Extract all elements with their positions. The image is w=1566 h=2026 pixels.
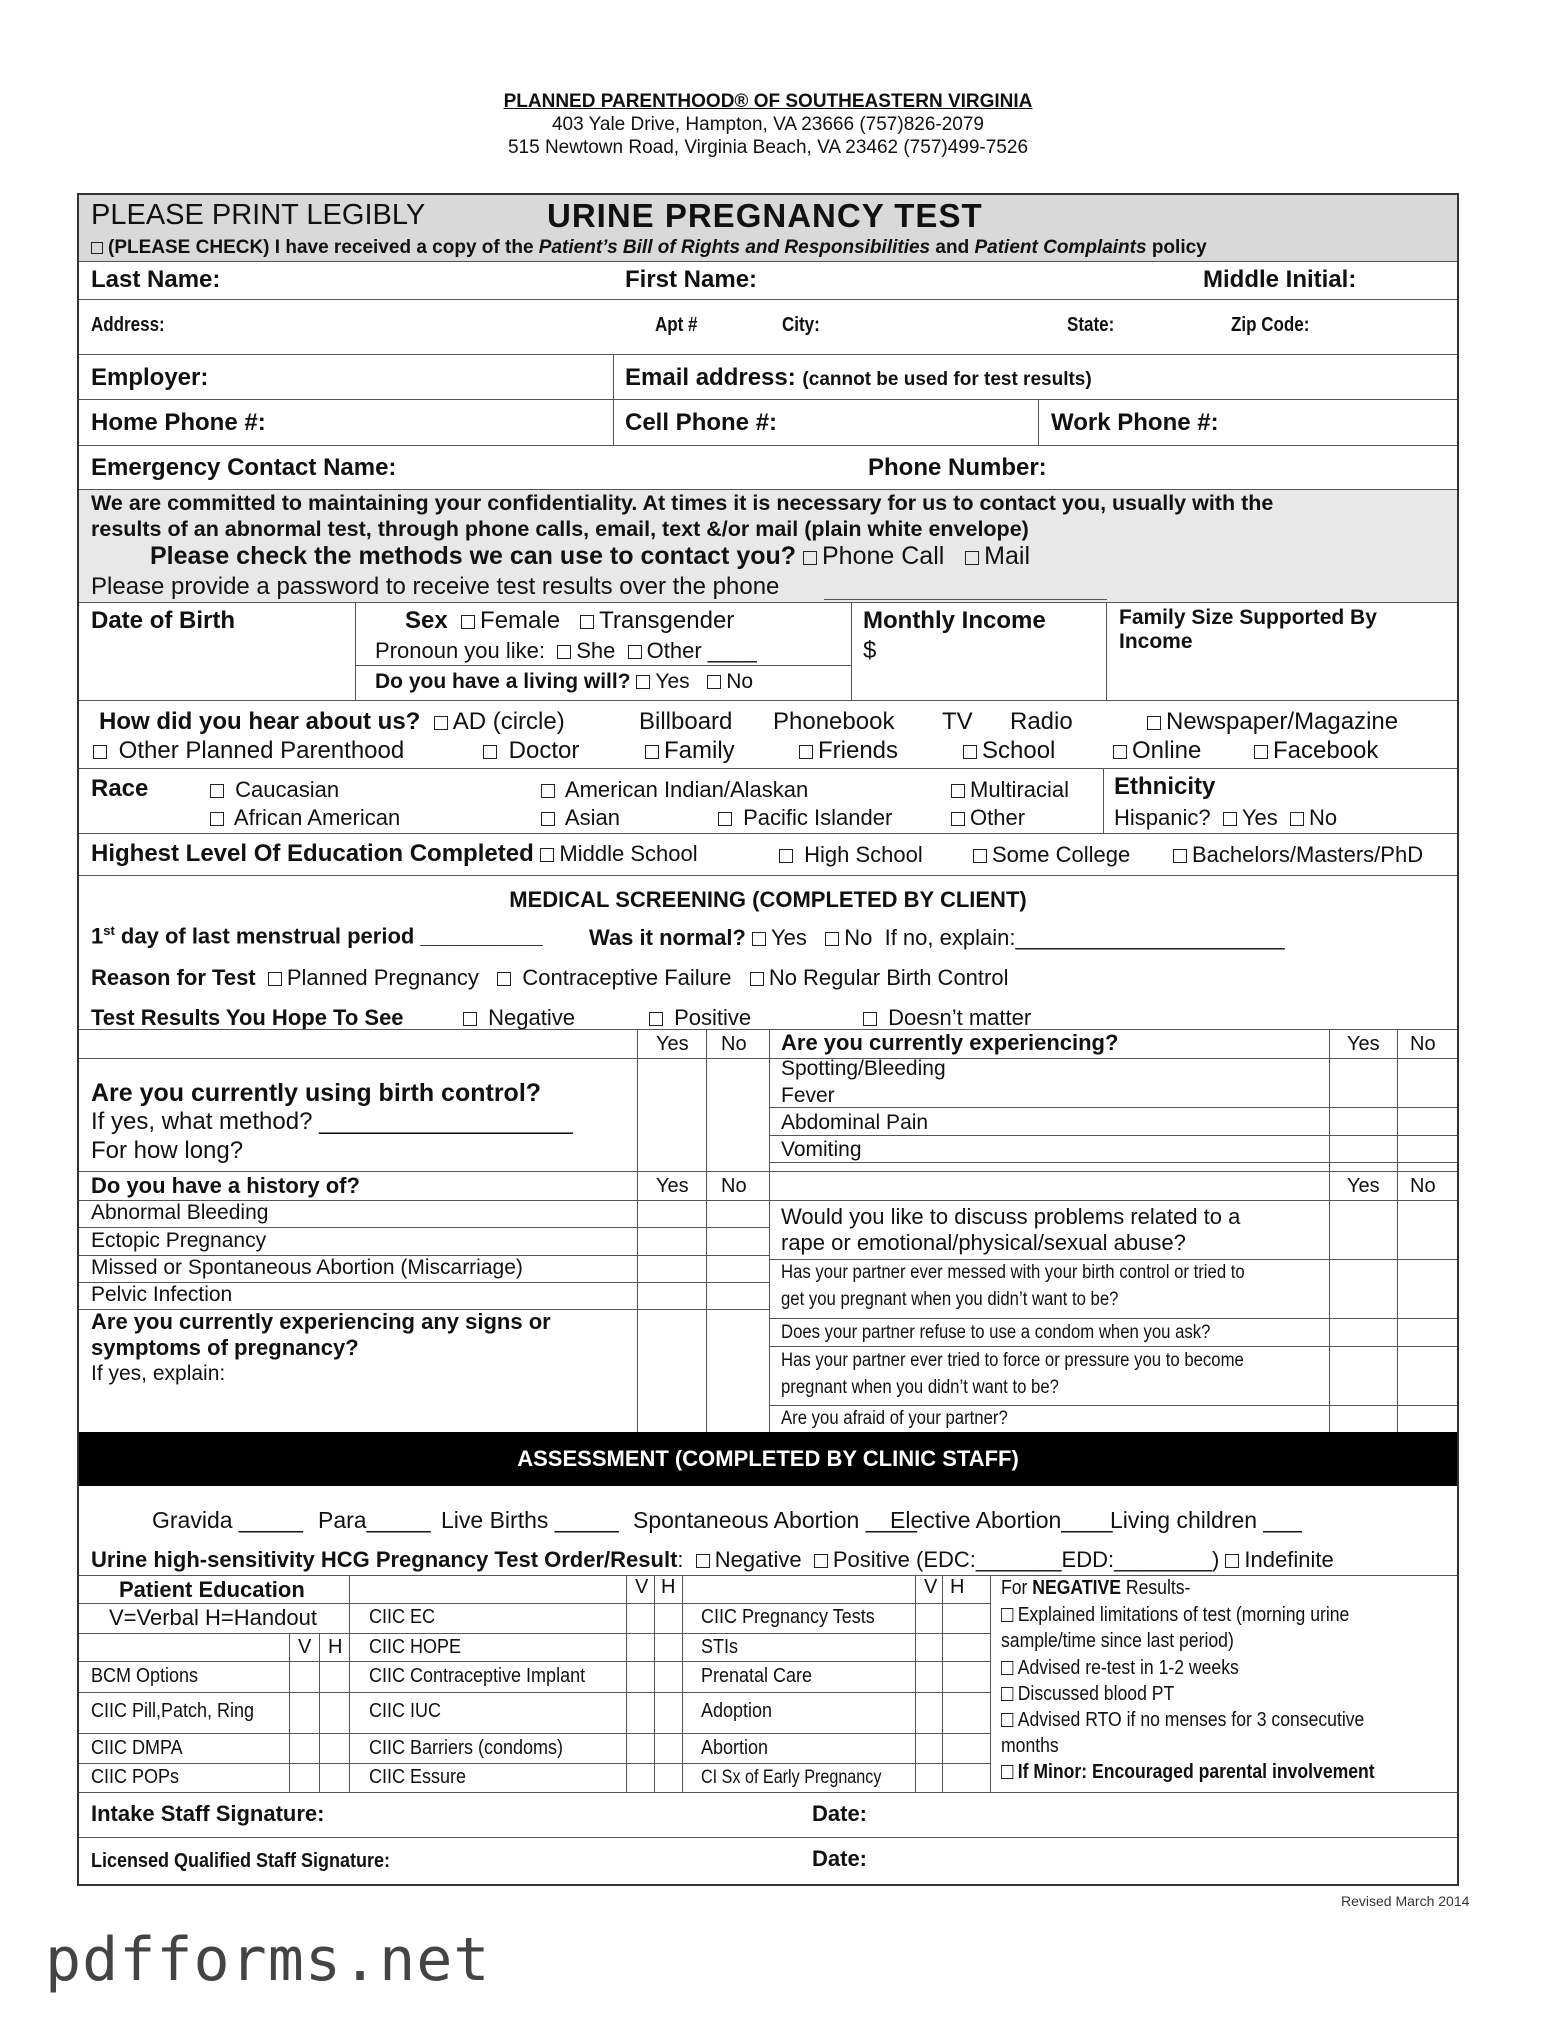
phonebook-option[interactable]: Phonebook xyxy=(773,708,895,735)
hispanic-no-checkbox[interactable] xyxy=(1290,812,1304,826)
normal-no-checkbox[interactable] xyxy=(825,932,839,946)
checkbox-icon xyxy=(799,745,813,759)
email-label[interactable]: Email address: (cannot be used for test results) xyxy=(625,364,1092,391)
grid-line xyxy=(79,1692,990,1693)
licensed-signature-label[interactable]: Licensed Qualified Staff Signature: xyxy=(91,1850,391,1872)
form-title: URINE PREGNANCY TEST xyxy=(547,197,983,234)
emergency-phone-label[interactable]: Phone Number: xyxy=(868,454,1047,481)
patient-education-title: Patient Education xyxy=(119,1577,305,1602)
divider xyxy=(1103,769,1104,834)
edu-abortion: Abortion xyxy=(701,1737,769,1759)
grid-line xyxy=(79,1661,990,1662)
live-births-field[interactable]: Live Births _____ xyxy=(441,1507,619,1533)
address-hampton: 403 Yale Drive, Hampton, VA 23666 (757)826-2079 xyxy=(551,114,984,135)
history-label: Do you have a history of? xyxy=(91,1173,360,1198)
intake-date-label[interactable]: Date: xyxy=(812,1801,868,1826)
edu-early-pregnancy: CI Sx of Early Pregnancy xyxy=(701,1767,882,1788)
american-indian-option[interactable]: American Indian/Alaskan xyxy=(541,777,808,803)
history-miscarriage: Missed or Spontaneous Abortion (Miscarriage) xyxy=(91,1256,523,1279)
normal-field: Was it normal? Yes No If no, explain:______________________ xyxy=(589,925,1285,950)
checkbox-icon xyxy=(483,745,497,759)
checkbox-icon xyxy=(951,784,965,798)
password-prompt: Please provide a password to receive test results over the phone xyxy=(91,573,780,600)
hope-negative-option[interactable]: Negative xyxy=(463,1005,575,1031)
neg-explained-limitations[interactable]: Explained limitations of test (morning urine xyxy=(1001,1604,1349,1627)
hcg-positive-checkbox[interactable] xyxy=(814,1554,828,1568)
friends-option[interactable]: Friends xyxy=(799,737,898,765)
checkbox-icon xyxy=(1113,745,1127,759)
grid-line xyxy=(706,1029,707,1432)
checkbox-icon xyxy=(963,745,977,759)
checkbox-icon xyxy=(973,849,987,863)
education-field: Highest Level Of Education Completed Middle School xyxy=(91,840,698,867)
header-v-2: V xyxy=(924,1576,938,1598)
grid-line xyxy=(769,1259,1457,1260)
hope-doesnt-matter-option[interactable]: Doesn’t matter xyxy=(863,1005,1031,1031)
edu-ec: CIIC EC xyxy=(369,1606,436,1628)
grid-line xyxy=(79,1603,990,1604)
hcg-negative-checkbox[interactable] xyxy=(696,1554,710,1568)
symptom-spotting: Spotting/Bleeding xyxy=(781,1057,946,1080)
online-option[interactable]: Online xyxy=(1113,737,1201,765)
transgender-checkbox[interactable] xyxy=(580,615,594,629)
confidentiality-line2: results of an abnormal test, through phone calls, email, text &/or mail (plain white envelope) xyxy=(91,517,1029,541)
living-will-no-checkbox[interactable] xyxy=(707,675,721,689)
middle-school-checkbox[interactable] xyxy=(540,848,554,862)
grid-line xyxy=(79,1171,1457,1172)
doctor-option[interactable]: Doctor xyxy=(483,737,579,765)
checkbox-icon xyxy=(541,784,555,798)
dollar-sign: $ xyxy=(863,637,877,664)
para-field[interactable]: Para_____ xyxy=(318,1507,431,1533)
birth-control-method[interactable]: If yes, what method? ___________________ xyxy=(91,1108,573,1135)
reason-field: Reason for Test Planned Pregnancy Contraceptive Failure No Regular Birth Control xyxy=(91,965,1009,990)
checkbox-icon xyxy=(779,849,793,863)
grid-line xyxy=(1397,1029,1398,1432)
checkbox-icon xyxy=(645,745,659,759)
confidentiality-section xyxy=(79,490,1457,603)
gravida-field[interactable]: Gravida _____ xyxy=(152,1507,303,1533)
family-size-label[interactable]: Family Size Supported By xyxy=(1119,606,1377,629)
edu-implant: CIIC Contraceptive Implant xyxy=(369,1665,586,1687)
grid-line xyxy=(769,1318,1457,1319)
experiencing-label: Are you currently experiencing? xyxy=(781,1030,1119,1055)
assessment-bar xyxy=(79,1432,1457,1486)
checkbox-icon xyxy=(1001,1608,1013,1622)
edu-pregnancy-tests: CIIC Pregnancy Tests xyxy=(701,1606,875,1628)
col-no-2: No xyxy=(1410,1033,1436,1055)
grid-line xyxy=(79,1575,1457,1576)
col-no-3: No xyxy=(721,1175,747,1197)
grid-line xyxy=(637,1029,638,1432)
bachelors-option[interactable]: Bachelors/Masters/PhD xyxy=(1173,842,1423,868)
spontaneous-abortion-field[interactable]: Spontaneous Abortion ____ xyxy=(633,1507,917,1533)
col-no-4: No xyxy=(1410,1175,1436,1197)
living-will-yes-checkbox[interactable] xyxy=(636,675,650,689)
abuse-question-2: rape or emotional/physical/sexual abuse? xyxy=(781,1230,1186,1255)
history-abnormal-bleeding: Abnormal Bleeding xyxy=(91,1201,269,1224)
org-name: PLANNED PARENTHOOD® OF SOUTHEASTERN VIRGINIA xyxy=(503,91,1033,112)
grid-line xyxy=(1329,1029,1330,1432)
checkbox-icon xyxy=(718,812,732,826)
bill-of-rights-check[interactable]: (PLEASE CHECK) I have received a copy of the Patient’s Bill of Rights and Responsibilities and Patient Complaints policy xyxy=(91,237,1207,259)
partner-afraid-question: Are you afraid of your partner? xyxy=(781,1408,1008,1429)
no-bc-checkbox[interactable] xyxy=(750,972,764,986)
grid-line xyxy=(79,1837,1457,1838)
col-yes: Yes xyxy=(656,1033,689,1055)
signs-question-1: Are you currently experiencing any signs or xyxy=(91,1309,551,1334)
pacific-islander-option[interactable]: Pacific Islander xyxy=(718,805,892,831)
grid-line xyxy=(990,1575,991,1792)
elective-abortion-field[interactable]: Elective Abortion____ xyxy=(890,1507,1113,1533)
edu-iuc: CIIC IUC xyxy=(369,1700,441,1722)
home-phone-label[interactable]: Home Phone #: xyxy=(91,409,266,436)
race-row xyxy=(79,769,1457,834)
family-option[interactable]: Family xyxy=(645,737,735,765)
signs-question-2: symptoms of pregnancy? xyxy=(91,1335,359,1360)
symptom-fever: Fever xyxy=(781,1084,835,1107)
grid-line xyxy=(319,1633,320,1792)
newspaper-option[interactable]: Newspaper/Magazine xyxy=(1147,708,1398,736)
birth-control-question: Are you currently using birth control? xyxy=(91,1079,542,1107)
ad-checkbox[interactable] xyxy=(434,716,448,730)
print-legibly: PLEASE PRINT LEGIBLY xyxy=(91,199,426,231)
neg-explained-limitations-2: sample/time since last period) xyxy=(1001,1630,1234,1652)
ethnicity-label: Ethnicity xyxy=(1114,773,1216,800)
grid-line xyxy=(79,1633,990,1634)
letterhead xyxy=(0,90,1536,159)
partner-condom-question: Does your partner refuse to use a condom when you ask? xyxy=(781,1322,1211,1343)
zip-label[interactable]: Zip Code: xyxy=(1231,314,1310,336)
checkbox-icon xyxy=(210,784,224,798)
middle-initial-label[interactable]: Middle Initial: xyxy=(1203,266,1357,293)
hcg-indefinite-checkbox[interactable] xyxy=(1225,1554,1239,1568)
pronoun-field: Pronoun you like: She Other ____ xyxy=(375,638,757,663)
grid-line xyxy=(79,1058,1457,1059)
grid-line xyxy=(769,1162,1457,1163)
address-row xyxy=(79,300,1457,355)
divider xyxy=(355,603,356,701)
address-label[interactable]: Address: xyxy=(91,314,165,336)
negative-results-title: For NEGATIVE Results- xyxy=(1001,1577,1191,1599)
billboard-option[interactable]: Billboard xyxy=(639,708,733,735)
living-children-field[interactable]: Living children ___ xyxy=(1110,1507,1302,1533)
grid-line xyxy=(289,1633,290,1792)
grid-line xyxy=(79,1792,1457,1793)
referral-row xyxy=(79,701,1457,769)
neg-rto[interactable]: Advised RTO if no menses for 3 consecutive xyxy=(1001,1709,1364,1732)
cell-phone-label[interactable]: Cell Phone #: xyxy=(625,409,778,436)
grid-line xyxy=(79,1200,1457,1201)
hispanic-field: Hispanic? Yes No xyxy=(1114,805,1338,830)
grid-line xyxy=(79,1227,769,1228)
signs-explain[interactable]: If yes, explain: xyxy=(91,1362,226,1385)
edu-bcm-options: BCM Options xyxy=(91,1665,199,1687)
grid-line xyxy=(79,1029,1457,1030)
edu-adoption: Adoption xyxy=(701,1700,773,1722)
edu-pops: CIIC POPs xyxy=(91,1766,180,1788)
city-label[interactable]: City: xyxy=(782,314,820,336)
referral-line1: How did you hear about us? AD (circle) xyxy=(99,708,565,735)
neg-minor[interactable]: If Minor: Encouraged parental involvement xyxy=(1001,1761,1375,1784)
checkbox-icon xyxy=(463,1012,477,1026)
divider xyxy=(851,603,852,701)
checkbox-icon xyxy=(1001,1713,1013,1727)
neg-blood-pt[interactable]: Discussed blood PT xyxy=(1001,1683,1174,1706)
grid-line xyxy=(682,1575,683,1792)
normal-yes-checkbox[interactable] xyxy=(752,932,766,946)
first-name-label[interactable]: First Name: xyxy=(625,266,758,293)
licensed-date-label[interactable]: Date: xyxy=(812,1846,868,1871)
facebook-option[interactable]: Facebook xyxy=(1254,737,1378,765)
checkbox-icon xyxy=(1001,1661,1013,1675)
grid-line xyxy=(769,1346,1457,1347)
grid-line xyxy=(654,1575,655,1792)
education-row xyxy=(79,834,1457,876)
watermark: pdfforms.net xyxy=(45,1925,491,1995)
divider xyxy=(355,665,851,666)
apt-label[interactable]: Apt # xyxy=(655,314,698,336)
hispanic-yes-checkbox[interactable] xyxy=(1223,812,1237,826)
edu-prenatal-care: Prenatal Care xyxy=(701,1665,813,1687)
screening-title: MEDICAL SCREENING (COMPLETED BY CLIENT) xyxy=(509,887,1027,912)
dob-label[interactable]: Date of Birth xyxy=(91,607,235,634)
monthly-income-label[interactable]: Monthly Income xyxy=(863,607,1046,634)
symptom-vomiting: Vomiting xyxy=(781,1138,862,1161)
she-checkbox[interactable] xyxy=(557,645,571,659)
family-size-label-2: Income xyxy=(1119,630,1193,653)
intake-signature-label[interactable]: Intake Staff Signature: xyxy=(91,1801,325,1826)
title-bar xyxy=(79,195,1457,262)
birth-control-duration[interactable]: For how long? xyxy=(91,1137,244,1164)
lmp-field[interactable]: 1st day of last menstrual period __________ xyxy=(91,923,543,949)
checkbox-icon xyxy=(91,242,103,254)
checkbox-icon xyxy=(1147,716,1161,730)
other-pronoun-checkbox[interactable] xyxy=(628,645,642,659)
checkbox-icon xyxy=(649,1012,663,1026)
divider xyxy=(1106,603,1107,701)
checkbox-icon xyxy=(541,812,555,826)
edu-dmpa: CIIC DMPA xyxy=(91,1737,183,1759)
edu-essure: CIIC Essure xyxy=(369,1766,467,1788)
partner-bc-question-1: Has your partner ever messed with your birth control or tried to xyxy=(781,1262,1245,1283)
neg-retest[interactable]: Advised re-test in 1-2 weeks xyxy=(1001,1657,1239,1680)
divider xyxy=(1038,400,1039,446)
emergency-row xyxy=(79,446,1457,490)
grid-line xyxy=(769,1029,770,1432)
grid-line xyxy=(769,1135,1457,1136)
header-h: H xyxy=(661,1576,676,1598)
edu-barriers: CIIC Barriers (condoms) xyxy=(369,1737,564,1759)
other-pp-option[interactable]: Other Planned Parenthood xyxy=(93,737,404,765)
education-legend: V=Verbal H=Handout xyxy=(109,1605,317,1630)
grid-line xyxy=(942,1575,943,1792)
symptom-abdominal-pain: Abdominal Pain xyxy=(781,1111,929,1134)
grid-line xyxy=(915,1575,916,1792)
grid-line xyxy=(349,1575,350,1792)
name-row xyxy=(79,262,1457,300)
col-no: No xyxy=(721,1033,747,1055)
employer-row xyxy=(79,355,1457,400)
checkbox-icon xyxy=(863,1012,877,1026)
school-option[interactable]: School xyxy=(963,737,1055,765)
checkbox-icon xyxy=(951,812,965,826)
partner-force-question-2: pregnant when you didn’t want to be? xyxy=(781,1377,1059,1398)
checkbox-icon xyxy=(93,745,107,759)
hcg-field: Urine high-sensitivity HCG Pregnancy Test Order/Result: Negative Positive (EDC:_______EDD:________) Indefinite xyxy=(91,1547,1334,1572)
employer-label[interactable]: Employer: xyxy=(91,364,209,391)
contraceptive-failure-checkbox[interactable] xyxy=(497,972,511,986)
password-line[interactable] xyxy=(824,599,1107,600)
history-pelvic-infection: Pelvic Infection xyxy=(91,1283,233,1306)
edu-pill-patch-ring: CIIC Pill,Patch, Ring xyxy=(91,1700,255,1722)
header-v-3: V xyxy=(298,1636,312,1658)
col-yes-3: Yes xyxy=(656,1175,689,1197)
partner-force-question-1: Has your partner ever tried to force or pressure you to become xyxy=(781,1350,1244,1371)
mail-checkbox[interactable] xyxy=(965,551,979,565)
partner-bc-question-2: get you pregnant when you didn’t want to be? xyxy=(781,1289,1119,1310)
caucasian-option[interactable]: Caucasian xyxy=(210,777,339,803)
col-yes-2: Yes xyxy=(1347,1033,1380,1055)
tv-option[interactable]: TV xyxy=(942,708,973,735)
high-school-option[interactable]: High School xyxy=(779,842,923,868)
asian-option[interactable]: Asian xyxy=(541,805,620,831)
contact-methods: Please check the methods we can use to contact you? Phone Call Mail xyxy=(150,542,1030,570)
last-name-label[interactable]: Last Name: xyxy=(91,266,221,293)
grid-line xyxy=(79,1763,990,1764)
abuse-question-1: Would you like to discuss problems related to a xyxy=(781,1204,1241,1229)
history-ectopic: Ectopic Pregnancy xyxy=(91,1229,267,1252)
multiracial-option[interactable]: Multiracial xyxy=(951,777,1069,803)
state-label[interactable]: State: xyxy=(1067,314,1115,336)
header-h-3: H xyxy=(328,1636,343,1658)
some-college-option[interactable]: Some College xyxy=(973,842,1130,868)
radio-option[interactable]: Radio xyxy=(1010,708,1073,735)
edu-hope: CIIC HOPE xyxy=(369,1636,462,1658)
revised-date: Revised March 2014 xyxy=(1341,1893,1470,1909)
divider xyxy=(613,355,614,400)
edu-stis: STIs xyxy=(701,1636,739,1658)
checkbox-icon xyxy=(1254,745,1268,759)
divider xyxy=(613,400,614,446)
phone-call-checkbox[interactable] xyxy=(803,551,817,565)
grid-line xyxy=(769,1405,1457,1406)
checkbox-icon xyxy=(1001,1765,1013,1779)
grid-line xyxy=(769,1107,1457,1108)
hope-label: Test Results You Hope To See xyxy=(91,1005,404,1030)
other-race-option[interactable]: Other xyxy=(951,805,1025,831)
checkbox-icon xyxy=(1001,1687,1013,1701)
race-label: Race xyxy=(91,775,149,802)
phones-row xyxy=(79,400,1457,446)
work-phone-label[interactable]: Work Phone #: xyxy=(1051,409,1219,436)
demographics-row xyxy=(79,603,1457,701)
sex-field: Sex Female Transgender xyxy=(405,607,735,634)
address-virginia-beach: 515 Newtown Road, Virginia Beach, VA 23462 (757)499-7526 xyxy=(507,137,1029,158)
grid-line xyxy=(79,1733,990,1734)
assessment-title: ASSESSMENT (COMPLETED BY CLINIC STAFF) xyxy=(517,1446,1019,1471)
form xyxy=(77,193,1459,1886)
col-yes-4: Yes xyxy=(1347,1175,1380,1197)
female-checkbox[interactable] xyxy=(461,615,475,629)
african-american-option[interactable]: African American xyxy=(210,805,400,831)
checkbox-icon xyxy=(210,812,224,826)
header-h-2: H xyxy=(950,1576,965,1598)
checkbox-icon xyxy=(1173,849,1187,863)
hope-positive-option[interactable]: Positive xyxy=(649,1005,751,1031)
grid-line xyxy=(626,1575,627,1792)
confidentiality-line1: We are committed to maintaining your confidentiality. At times it is necessary for us to contact you, usually with the xyxy=(91,491,1274,515)
header-v: V xyxy=(635,1576,649,1598)
living-will-field: Do you have a living will? Yes No xyxy=(375,670,754,693)
neg-rto-2: months xyxy=(1001,1735,1059,1757)
planned-checkbox[interactable] xyxy=(268,972,282,986)
emergency-contact-label[interactable]: Emergency Contact Name: xyxy=(91,454,397,481)
